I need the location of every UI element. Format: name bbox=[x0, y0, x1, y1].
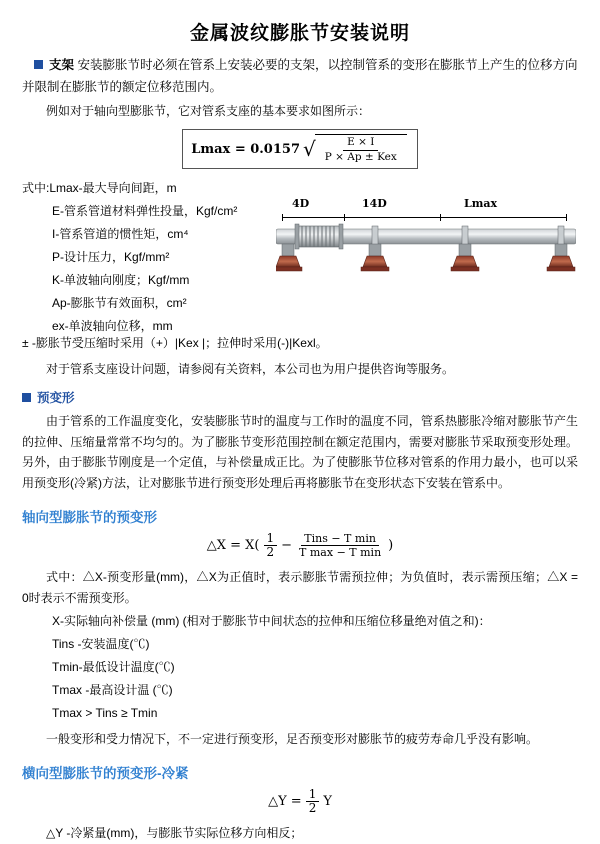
lmax-formula bbox=[182, 129, 418, 168]
transverse-eq-lhs: △Y = bbox=[268, 794, 302, 810]
transverse-equation bbox=[268, 788, 332, 815]
transverse-equation-container bbox=[22, 788, 578, 815]
axial-definitions bbox=[22, 610, 578, 725]
predeform-para1: 由于管系的工作温度变化，安装膨胀节时的温度与工作时的温度不同，管系热膨胀冷缩对膨胀节产生的拉伸、压缩量常常不均匀的。为了膨胀节变形范围控制在额定范围内，需要对膨胀节采取预变形处理。另外，由于膨胀节刚度是一个定值，与补偿量成正比。为了使膨胀节位移对管系的作用力最小，也可以采用预变形(冷紧)方法，让对膨胀节进行预变形处理后再将膨胀节在变形状态下安装在管系中。 bbox=[22, 414, 578, 490]
axial-eq-minus: − bbox=[281, 537, 293, 553]
bracket-para2: 例如对于轴向型膨胀节，它对管系支座的基本要求如图所示： bbox=[46, 103, 371, 118]
bracket-para1: 安装膨胀节时必须在管系上安装必要的支架，以控制管系的变形在膨胀节上产生的位移方向并限制在膨胀节的额定位移范围内。 bbox=[22, 58, 578, 94]
axial-eq-ratio: $\frac{\text{Tins − T min}}{\text{T max − T min}}$ bbox=[299, 531, 382, 559]
axial-equation-container bbox=[22, 532, 578, 559]
list-item: E-管系管道材料弹性投量，Kgf/cm² bbox=[52, 203, 238, 218]
list-item: K-单波轴向刚度；Kgf/mm bbox=[52, 272, 190, 287]
transverse-eq-rhs: Y bbox=[323, 794, 332, 810]
axial-eq-lhs: △X = X( bbox=[206, 537, 260, 553]
list-item: Tmax > Tins ≥ Tmin bbox=[52, 706, 158, 721]
list-item: Tins -安装温度(℃) bbox=[52, 637, 150, 652]
sqrt-icon bbox=[303, 134, 407, 163]
lmax-denominator: P × Ap ± Kex bbox=[324, 150, 397, 163]
axial-equation bbox=[207, 532, 393, 559]
bracket-heading-text: 支架 bbox=[49, 58, 75, 72]
axial-subheading: 轴向型膨胀节的预变形 bbox=[22, 509, 157, 525]
axial-eq-half: $\frac{1}{2}$ bbox=[260, 532, 282, 559]
list-item: ex-单波轴向位移，mm bbox=[52, 318, 173, 333]
list-item: I-管系管道的惯性矩，cm⁴ bbox=[52, 226, 189, 241]
section-predeform-heading bbox=[22, 390, 578, 408]
blue-square-bullet-icon bbox=[34, 60, 43, 69]
dimension-lmax-label: Lmax bbox=[464, 196, 498, 210]
section-bracket-heading bbox=[22, 55, 578, 99]
legend-last-line bbox=[22, 332, 578, 355]
list-item: Tmin-最低设计温度(℃) bbox=[52, 660, 175, 675]
axial-note1: 式中：△X-预变形量(mm)，△X为正值时，表示膨胀节需预拉伸；为负值时，表示需预压缩；△X = 0时表示不需预变形。 bbox=[22, 569, 578, 605]
dimension-14d-label: 14D bbox=[362, 196, 387, 210]
axial-eq-rhs: ) bbox=[388, 537, 394, 553]
transverse-note: △Y -冷紧量(mm)，与膨胀节实际位移方向相反； bbox=[46, 826, 303, 841]
lmax-formula-lhs: Lmax = 0.0157 bbox=[191, 141, 300, 157]
dimension-row bbox=[276, 197, 576, 213]
list-item: P-设计压力，Kgf/mm² bbox=[52, 249, 170, 264]
list-item: X-实际轴向补偿量 (mm) (相对于膨胀节中间状态的拉伸和压缩位移量绝对值之和)： bbox=[52, 614, 491, 629]
predeform-heading-text: 预变形 bbox=[37, 390, 75, 405]
lmax-formula-container bbox=[22, 129, 578, 168]
legend-list bbox=[22, 175, 272, 338]
axial-note2: 一般变形和受力情况下，不一定进行预变形，足否预变形对膨胀节的疲劳寿命几乎没有影响。 bbox=[46, 732, 539, 747]
legend-and-drawing bbox=[22, 175, 578, 338]
blue-square-bullet-icon bbox=[22, 393, 31, 402]
list-item: 式中:Lmax-最大导向间距，m bbox=[22, 180, 177, 195]
list-item: Tmax -最高设计温 (℃) bbox=[52, 683, 173, 698]
lmax-numerator: E × I bbox=[343, 136, 378, 150]
transverse-subheading: 横向型膨胀节的预变形-冷紧 bbox=[22, 765, 189, 781]
transverse-eq-half: $\frac{1}{2}$ bbox=[302, 788, 324, 815]
list-item: ± -膨胀节受压缩时采用（+）|Kex |；拉伸时采用(-)|Kexl。 bbox=[22, 335, 328, 350]
page-title: 金属波纹膨胀节安装说明 bbox=[189, 22, 410, 44]
expansion-joint-drawing bbox=[272, 175, 578, 315]
list-item: Ap-膨胀节有效面积，cm² bbox=[52, 295, 187, 310]
dimension-4d-label: 4D bbox=[292, 196, 310, 210]
lmax-fraction bbox=[318, 136, 404, 163]
radical-sign-icon: √ bbox=[303, 137, 316, 161]
piping-diagram-icon bbox=[276, 215, 576, 297]
bracket-note: 对于管系支座设计问题，请参阅有关资料，本公司也为用户提供咨询等服务。 bbox=[46, 361, 455, 376]
